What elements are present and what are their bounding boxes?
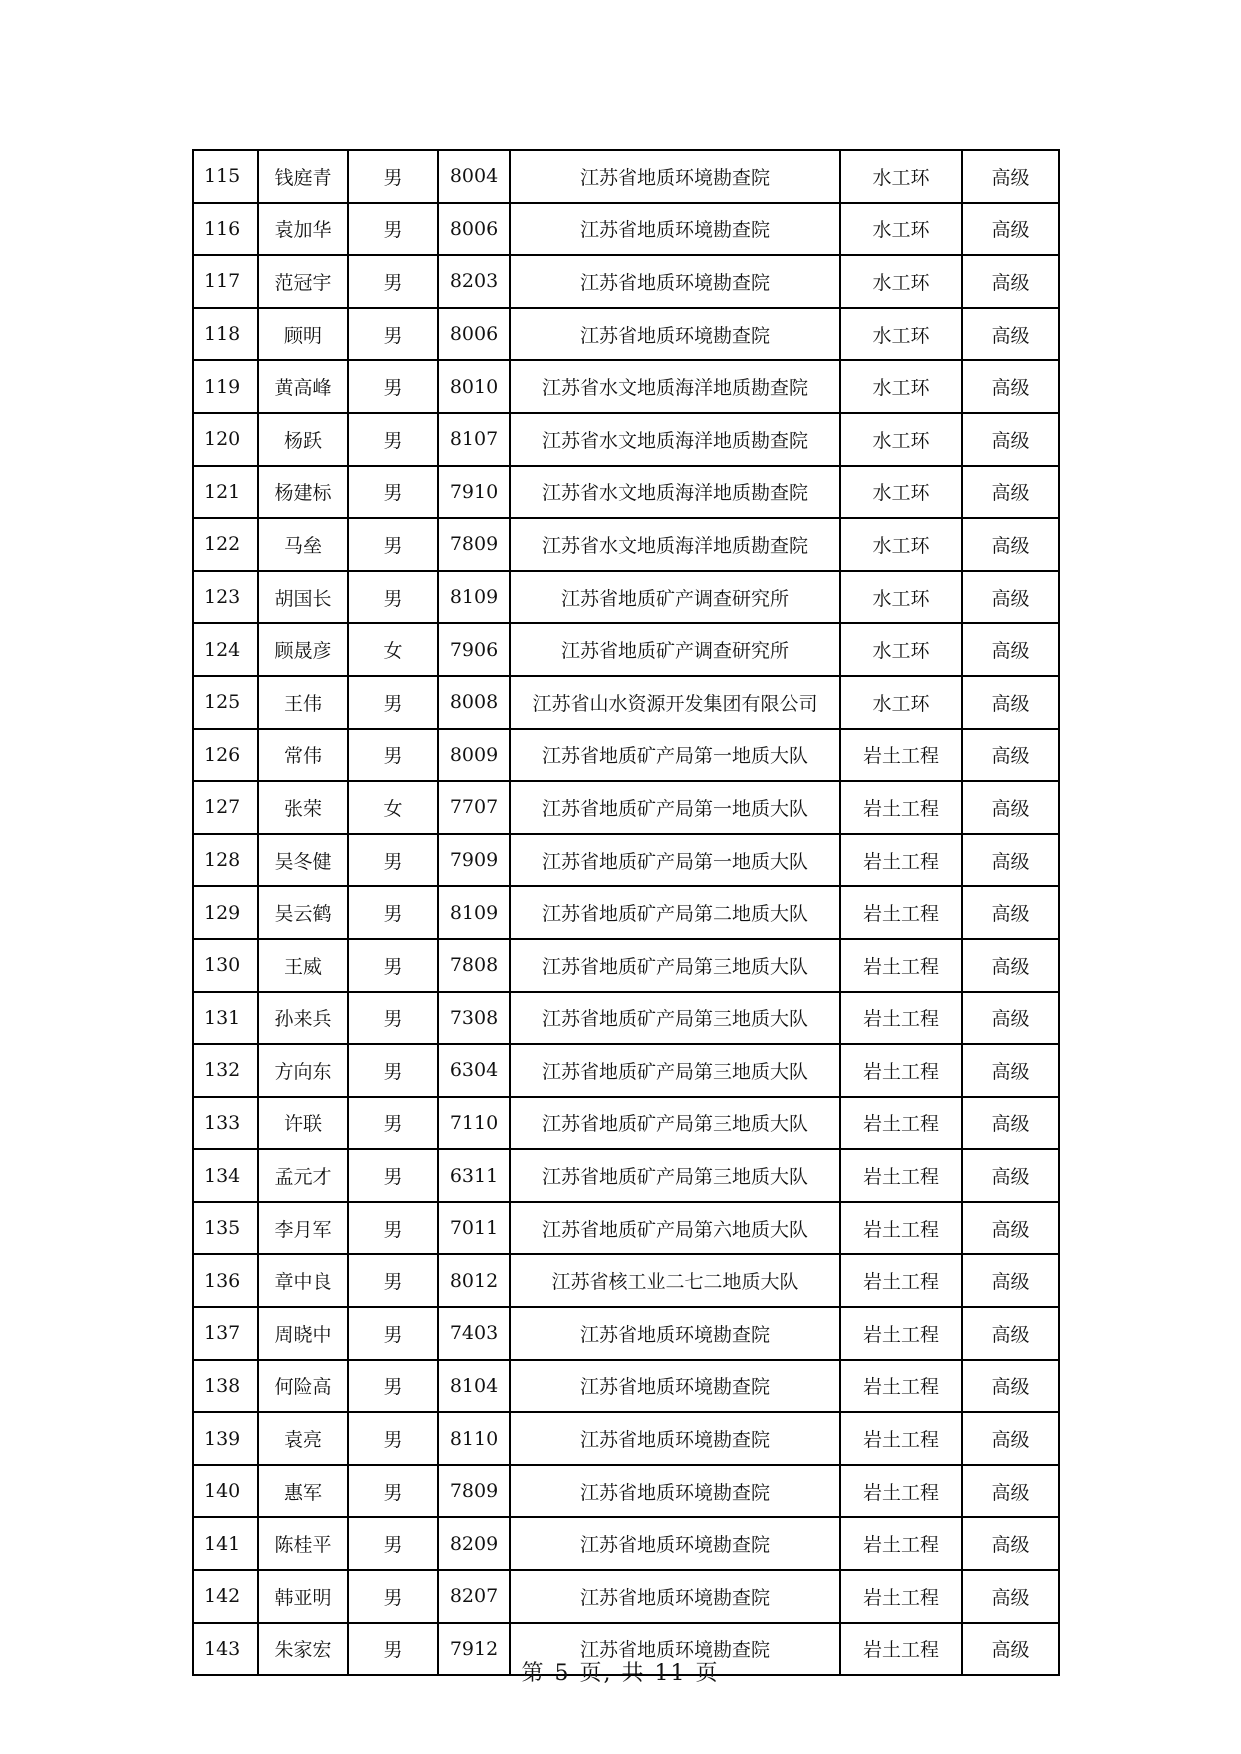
table-row xyxy=(193,729,1059,782)
row-number-cell: 121 xyxy=(193,466,258,519)
level-cell: 高级 xyxy=(962,1307,1059,1360)
specialty-cell: 水工环 xyxy=(840,360,962,413)
name-cell: 袁加华 xyxy=(258,203,348,256)
row-number-cell: 143 xyxy=(193,1623,258,1676)
name-cell: 马垒 xyxy=(258,518,348,571)
level-cell: 高级 xyxy=(962,203,1059,256)
level-cell: 高级 xyxy=(962,1570,1059,1623)
gender-cell: 男 xyxy=(348,1517,438,1570)
name-cell: 张荣 xyxy=(258,781,348,834)
specialty-cell: 岩土工程 xyxy=(840,1465,962,1518)
birth-date-cell: 7110 xyxy=(438,1097,510,1150)
organization-cell: 江苏省地质矿产局第六地质大队 xyxy=(510,1202,840,1255)
name-cell: 杨跃 xyxy=(258,413,348,466)
birth-date-cell: 8107 xyxy=(438,413,510,466)
birth-date-cell: 8004 xyxy=(438,150,510,203)
name-cell: 方向东 xyxy=(258,1044,348,1097)
birth-date-cell: 6304 xyxy=(438,1044,510,1097)
gender-cell: 男 xyxy=(348,1412,438,1465)
level-cell: 高级 xyxy=(962,1360,1059,1413)
level-cell: 高级 xyxy=(962,518,1059,571)
table-row xyxy=(193,1517,1059,1570)
name-cell: 黄高峰 xyxy=(258,360,348,413)
level-cell: 高级 xyxy=(962,1465,1059,1518)
specialty-cell: 水工环 xyxy=(840,466,962,519)
table-row xyxy=(193,150,1059,203)
row-number-cell: 116 xyxy=(193,203,258,256)
name-cell: 胡国长 xyxy=(258,571,348,624)
row-number-cell: 119 xyxy=(193,360,258,413)
organization-cell: 江苏省地质矿产局第三地质大队 xyxy=(510,992,840,1045)
gender-cell: 男 xyxy=(348,360,438,413)
birth-date-cell: 8104 xyxy=(438,1360,510,1413)
birth-date-cell: 6311 xyxy=(438,1149,510,1202)
organization-cell: 江苏省地质环境勘查院 xyxy=(510,1570,840,1623)
table-row xyxy=(193,360,1059,413)
level-cell: 高级 xyxy=(962,676,1059,729)
birth-date-cell: 8009 xyxy=(438,729,510,782)
table-row xyxy=(193,1044,1059,1097)
table-row xyxy=(193,1202,1059,1255)
organization-cell: 江苏省地质矿产局第三地质大队 xyxy=(510,1149,840,1202)
table-row xyxy=(193,203,1059,256)
specialty-cell: 岩土工程 xyxy=(840,1517,962,1570)
gender-cell: 男 xyxy=(348,466,438,519)
table-row xyxy=(193,1254,1059,1307)
row-number-cell: 136 xyxy=(193,1254,258,1307)
name-cell: 常伟 xyxy=(258,729,348,782)
level-cell: 高级 xyxy=(962,781,1059,834)
birth-date-cell: 8006 xyxy=(438,308,510,361)
name-cell: 孟元才 xyxy=(258,1149,348,1202)
row-number-cell: 123 xyxy=(193,571,258,624)
level-cell: 高级 xyxy=(962,413,1059,466)
organization-cell: 江苏省水文地质海洋地质勘查院 xyxy=(510,466,840,519)
table-row xyxy=(193,466,1059,519)
gender-cell: 女 xyxy=(348,623,438,676)
specialty-cell: 水工环 xyxy=(840,676,962,729)
organization-cell: 江苏省水文地质海洋地质勘查院 xyxy=(510,413,840,466)
name-cell: 周晓中 xyxy=(258,1307,348,1360)
personnel-table xyxy=(192,149,1060,1676)
gender-cell: 男 xyxy=(348,676,438,729)
birth-date-cell: 8006 xyxy=(438,203,510,256)
birth-date-cell: 7707 xyxy=(438,781,510,834)
level-cell: 高级 xyxy=(962,834,1059,887)
name-cell: 范冠宇 xyxy=(258,255,348,308)
organization-cell: 江苏省地质环境勘查院 xyxy=(510,255,840,308)
table-row xyxy=(193,623,1059,676)
specialty-cell: 岩土工程 xyxy=(840,1570,962,1623)
row-number-cell: 122 xyxy=(193,518,258,571)
specialty-cell: 岩土工程 xyxy=(840,992,962,1045)
name-cell: 李月军 xyxy=(258,1202,348,1255)
gender-cell: 男 xyxy=(348,939,438,992)
gender-cell: 男 xyxy=(348,255,438,308)
name-cell: 韩亚明 xyxy=(258,1570,348,1623)
row-number-cell: 139 xyxy=(193,1412,258,1465)
organization-cell: 江苏省水文地质海洋地质勘查院 xyxy=(510,360,840,413)
level-cell: 高级 xyxy=(962,1097,1059,1150)
birth-date-cell: 7809 xyxy=(438,1465,510,1518)
gender-cell: 女 xyxy=(348,781,438,834)
organization-cell: 江苏省地质矿产调查研究所 xyxy=(510,571,840,624)
gender-cell: 男 xyxy=(348,1097,438,1150)
table-row xyxy=(193,939,1059,992)
organization-cell: 江苏省地质环境勘查院 xyxy=(510,1360,840,1413)
birth-date-cell: 8207 xyxy=(438,1570,510,1623)
gender-cell: 男 xyxy=(348,1623,438,1676)
level-cell: 高级 xyxy=(962,255,1059,308)
organization-cell: 江苏省地质环境勘查院 xyxy=(510,1623,840,1676)
specialty-cell: 岩土工程 xyxy=(840,1097,962,1150)
level-cell: 高级 xyxy=(962,623,1059,676)
table-row xyxy=(193,571,1059,624)
birth-date-cell: 7912 xyxy=(438,1623,510,1676)
organization-cell: 江苏省地质矿产局第一地质大队 xyxy=(510,781,840,834)
level-cell: 高级 xyxy=(962,308,1059,361)
birth-date-cell: 8008 xyxy=(438,676,510,729)
row-number-cell: 127 xyxy=(193,781,258,834)
name-cell: 王伟 xyxy=(258,676,348,729)
birth-date-cell: 7909 xyxy=(438,834,510,887)
name-cell: 孙来兵 xyxy=(258,992,348,1045)
birth-date-cell: 7906 xyxy=(438,623,510,676)
level-cell: 高级 xyxy=(962,1623,1059,1676)
name-cell: 吴冬健 xyxy=(258,834,348,887)
birth-date-cell: 7308 xyxy=(438,992,510,1045)
birth-date-cell: 8012 xyxy=(438,1254,510,1307)
level-cell: 高级 xyxy=(962,1149,1059,1202)
level-cell: 高级 xyxy=(962,466,1059,519)
organization-cell: 江苏省地质环境勘查院 xyxy=(510,203,840,256)
specialty-cell: 岩土工程 xyxy=(840,1623,962,1676)
birth-date-cell: 7808 xyxy=(438,939,510,992)
level-cell: 高级 xyxy=(962,939,1059,992)
birth-date-cell: 8109 xyxy=(438,571,510,624)
name-cell: 何险高 xyxy=(258,1360,348,1413)
row-number-cell: 132 xyxy=(193,1044,258,1097)
gender-cell: 男 xyxy=(348,729,438,782)
name-cell: 许联 xyxy=(258,1097,348,1150)
birth-date-cell: 8110 xyxy=(438,1412,510,1465)
gender-cell: 男 xyxy=(348,1254,438,1307)
specialty-cell: 岩土工程 xyxy=(840,1202,962,1255)
gender-cell: 男 xyxy=(348,308,438,361)
name-cell: 惠军 xyxy=(258,1465,348,1518)
specialty-cell: 水工环 xyxy=(840,255,962,308)
row-number-cell: 129 xyxy=(193,886,258,939)
table-row xyxy=(193,676,1059,729)
table-row xyxy=(193,1412,1059,1465)
specialty-cell: 岩土工程 xyxy=(840,939,962,992)
specialty-cell: 水工环 xyxy=(840,150,962,203)
gender-cell: 男 xyxy=(348,571,438,624)
specialty-cell: 岩土工程 xyxy=(840,1044,962,1097)
birth-date-cell: 8203 xyxy=(438,255,510,308)
table-row xyxy=(193,1465,1059,1518)
organization-cell: 江苏省山水资源开发集团有限公司 xyxy=(510,676,840,729)
specialty-cell: 水工环 xyxy=(840,518,962,571)
specialty-cell: 岩土工程 xyxy=(840,834,962,887)
table-row xyxy=(193,1360,1059,1413)
name-cell: 钱庭青 xyxy=(258,150,348,203)
row-number-cell: 137 xyxy=(193,1307,258,1360)
gender-cell: 男 xyxy=(348,1307,438,1360)
specialty-cell: 岩土工程 xyxy=(840,1254,962,1307)
organization-cell: 江苏省地质环境勘查院 xyxy=(510,308,840,361)
level-cell: 高级 xyxy=(962,992,1059,1045)
row-number-cell: 118 xyxy=(193,308,258,361)
organization-cell: 江苏省地质矿产局第三地质大队 xyxy=(510,1097,840,1150)
table-row xyxy=(193,834,1059,887)
table-row xyxy=(193,781,1059,834)
name-cell: 章中良 xyxy=(258,1254,348,1307)
specialty-cell: 岩土工程 xyxy=(840,1149,962,1202)
table-row xyxy=(193,413,1059,466)
table-row xyxy=(193,886,1059,939)
specialty-cell: 岩土工程 xyxy=(840,729,962,782)
table-row xyxy=(193,1570,1059,1623)
birth-date-cell: 7809 xyxy=(438,518,510,571)
gender-cell: 男 xyxy=(348,1044,438,1097)
level-cell: 高级 xyxy=(962,1412,1059,1465)
organization-cell: 江苏省地质环境勘查院 xyxy=(510,150,840,203)
level-cell: 高级 xyxy=(962,1517,1059,1570)
row-number-cell: 140 xyxy=(193,1465,258,1518)
gender-cell: 男 xyxy=(348,1360,438,1413)
row-number-cell: 117 xyxy=(193,255,258,308)
organization-cell: 江苏省地质矿产调查研究所 xyxy=(510,623,840,676)
gender-cell: 男 xyxy=(348,886,438,939)
level-cell: 高级 xyxy=(962,360,1059,413)
gender-cell: 男 xyxy=(348,992,438,1045)
table-row xyxy=(193,1149,1059,1202)
gender-cell: 男 xyxy=(348,150,438,203)
gender-cell: 男 xyxy=(348,1465,438,1518)
table-row xyxy=(193,255,1059,308)
specialty-cell: 水工环 xyxy=(840,413,962,466)
level-cell: 高级 xyxy=(962,1254,1059,1307)
specialty-cell: 岩土工程 xyxy=(840,1360,962,1413)
organization-cell: 江苏省地质环境勘查院 xyxy=(510,1465,840,1518)
specialty-cell: 岩土工程 xyxy=(840,886,962,939)
name-cell: 吴云鹤 xyxy=(258,886,348,939)
level-cell: 高级 xyxy=(962,1044,1059,1097)
organization-cell: 江苏省地质矿产局第一地质大队 xyxy=(510,834,840,887)
name-cell: 顾明 xyxy=(258,308,348,361)
birth-date-cell: 7403 xyxy=(438,1307,510,1360)
name-cell: 杨建标 xyxy=(258,466,348,519)
specialty-cell: 水工环 xyxy=(840,623,962,676)
birth-date-cell: 7910 xyxy=(438,466,510,519)
gender-cell: 男 xyxy=(348,1202,438,1255)
row-number-cell: 130 xyxy=(193,939,258,992)
specialty-cell: 岩土工程 xyxy=(840,1412,962,1465)
page-footer: 第 5 页, 共 11 页 xyxy=(521,1661,720,1686)
organization-cell: 江苏省地质环境勘查院 xyxy=(510,1412,840,1465)
level-cell: 高级 xyxy=(962,1202,1059,1255)
name-cell: 袁亮 xyxy=(258,1412,348,1465)
organization-cell: 江苏省地质矿产局第三地质大队 xyxy=(510,1044,840,1097)
row-number-cell: 128 xyxy=(193,834,258,887)
level-cell: 高级 xyxy=(962,150,1059,203)
organization-cell: 江苏省地质矿产局第二地质大队 xyxy=(510,886,840,939)
gender-cell: 男 xyxy=(348,413,438,466)
row-number-cell: 131 xyxy=(193,992,258,1045)
level-cell: 高级 xyxy=(962,886,1059,939)
birth-date-cell: 7011 xyxy=(438,1202,510,1255)
table-row xyxy=(193,992,1059,1045)
row-number-cell: 133 xyxy=(193,1097,258,1150)
row-number-cell: 125 xyxy=(193,676,258,729)
specialty-cell: 岩土工程 xyxy=(840,1307,962,1360)
table-row xyxy=(193,1097,1059,1150)
organization-cell: 江苏省地质环境勘查院 xyxy=(510,1307,840,1360)
row-number-cell: 120 xyxy=(193,413,258,466)
name-cell: 顾晟彦 xyxy=(258,623,348,676)
specialty-cell: 岩土工程 xyxy=(840,781,962,834)
organization-cell: 江苏省地质矿产局第一地质大队 xyxy=(510,729,840,782)
birth-date-cell: 8010 xyxy=(438,360,510,413)
gender-cell: 男 xyxy=(348,1570,438,1623)
specialty-cell: 水工环 xyxy=(840,203,962,256)
level-cell: 高级 xyxy=(962,571,1059,624)
table-row xyxy=(193,518,1059,571)
gender-cell: 男 xyxy=(348,834,438,887)
gender-cell: 男 xyxy=(348,1149,438,1202)
row-number-cell: 134 xyxy=(193,1149,258,1202)
organization-cell: 江苏省地质环境勘查院 xyxy=(510,1517,840,1570)
organization-cell: 江苏省核工业二七二地质大队 xyxy=(510,1254,840,1307)
name-cell: 王威 xyxy=(258,939,348,992)
row-number-cell: 126 xyxy=(193,729,258,782)
row-number-cell: 135 xyxy=(193,1202,258,1255)
organization-cell: 江苏省地质矿产局第三地质大队 xyxy=(510,939,840,992)
birth-date-cell: 8109 xyxy=(438,886,510,939)
specialty-cell: 水工环 xyxy=(840,308,962,361)
row-number-cell: 115 xyxy=(193,150,258,203)
name-cell: 陈桂平 xyxy=(258,1517,348,1570)
birth-date-cell: 8209 xyxy=(438,1517,510,1570)
gender-cell: 男 xyxy=(348,518,438,571)
level-cell: 高级 xyxy=(962,729,1059,782)
specialty-cell: 水工环 xyxy=(840,571,962,624)
row-number-cell: 124 xyxy=(193,623,258,676)
row-number-cell: 138 xyxy=(193,1360,258,1413)
row-number-cell: 141 xyxy=(193,1517,258,1570)
row-number-cell: 142 xyxy=(193,1570,258,1623)
gender-cell: 男 xyxy=(348,203,438,256)
organization-cell: 江苏省水文地质海洋地质勘查院 xyxy=(510,518,840,571)
name-cell: 朱家宏 xyxy=(258,1623,348,1676)
table-row xyxy=(193,308,1059,361)
table-row xyxy=(193,1307,1059,1360)
